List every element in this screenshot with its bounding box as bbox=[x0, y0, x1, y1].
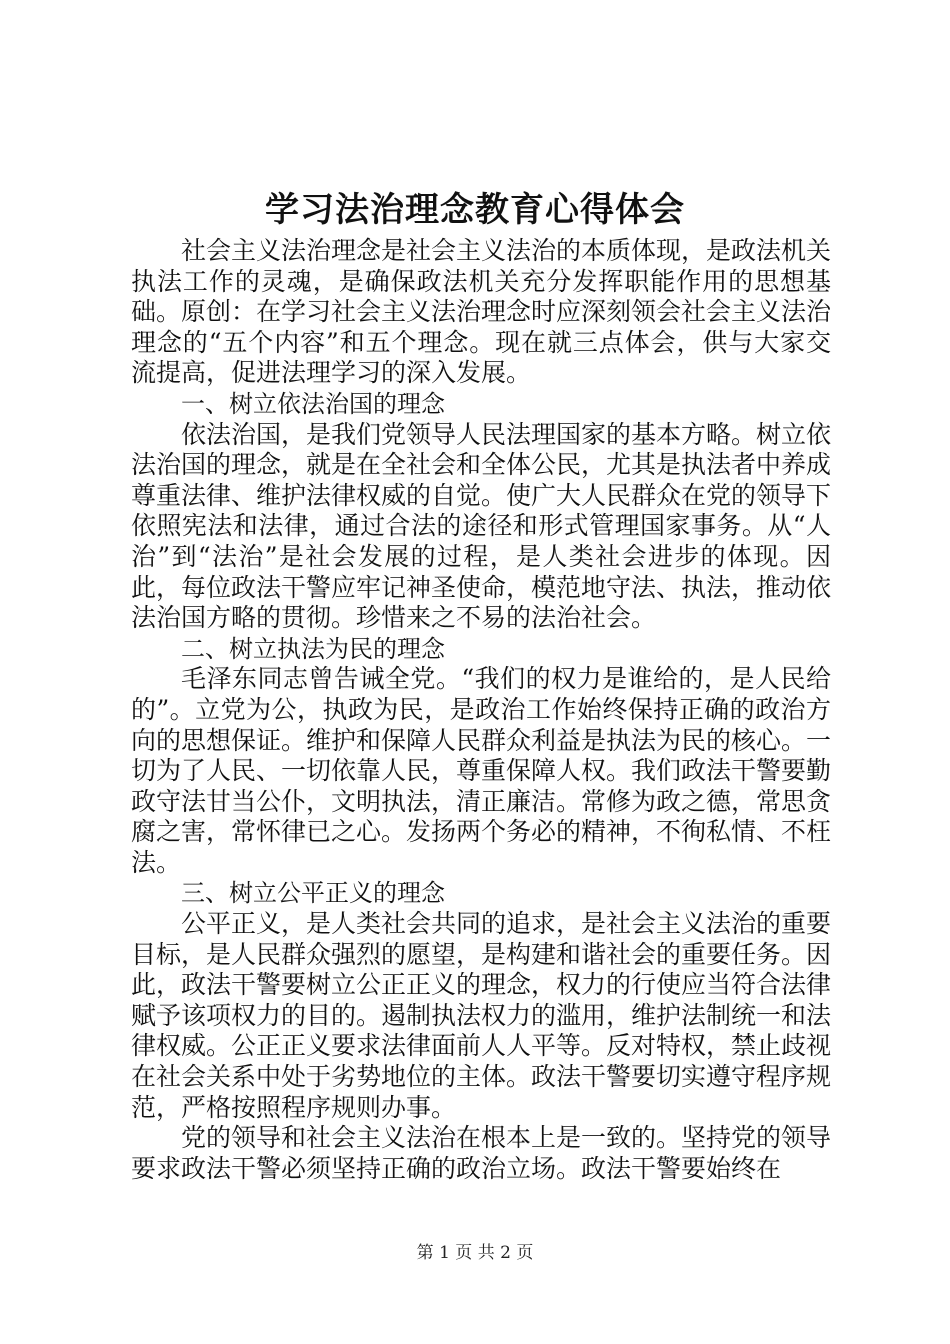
section-paragraph-2: 毛泽东同志曾告诫全党。“我们的权力是谁给的，是人民给的”。立党为公，执政为民，是政治工作始终保持正确的政治方向的思想保证。维护和保障人民群众利益是执法为民的核心。一切为了人民、一切依靠人民，尊重保障人权。我们政法干警要勤政守法甘当公仆，文明执法，清正廉洁。常修为政之德，常思贪腐之害，常怀律已之心。发扬两个务必的精神，不徇私情、不枉法。 bbox=[131, 664, 832, 877]
section-heading-3: 三、树立公平正义的理念 bbox=[181, 879, 445, 908]
intro-paragraph: 社会主义法治理念是社会主义法治的本质体现，是政法机关执法工作的灵魂，是确保政法机关充分发挥职能作用的思想基础。原创：在学习社会主义法治理念时应深刻领会社会主义法治理念的“五个内容”和五个理念。现在就三点体会，供与大家交流提高，促进法理学习的深入发展。 bbox=[131, 236, 832, 388]
section-heading-1: 一、树立依法治国的理念 bbox=[181, 389, 445, 418]
document-title: 学习法治理念教育心得体会 bbox=[265, 190, 685, 230]
section-paragraph-1: 依法治国，是我们党领导人民法理国家的基本方略。树立依法治国的理念，就是在全社会和全体公民，尤其是执法者中养成尊重法律、维护法律权威的自觉。使广大人民群众在党的领导下依照宪法和法律，通过合法的途径和形式管理国家事务。从“人治”到“法治”是社会发展的过程，是人类社会进步的体现。因此，每位政法干警应牢记神圣使命，模范地守法、执法，推动依法治国方略的贯彻。珍惜来之不易的法治社会。 bbox=[131, 419, 832, 633]
closing-paragraph: 党的领导和社会主义法治在根本上是一致的。坚持党的领导要求政法干警必须坚持正确的政治立场。政法干警要始终在 bbox=[131, 1123, 832, 1183]
document-body bbox=[131, 236, 831, 1184]
section-heading-2: 二、树立执法为民的理念 bbox=[181, 634, 445, 663]
section-paragraph-3: 公平正义，是人类社会共同的追求，是社会主义法治的重要目标，是人民群众强烈的愿望，是构建和谐社会的重要任务。因此，政法干警要树立公正正义的理念，权力的行使应当符合法律赋予该项权力的目的。遏制执法权力的滥用，维护法制统一和法律权威。公正正义要求法律面前人人平等。反对特权，禁止歧视在社会关系中处于劣势地位的主体。政法干警要切实遵守程序规范，严格按照程序规则办事。 bbox=[131, 909, 832, 1122]
page-footer: 第 1 页 共 2 页 bbox=[416, 1243, 534, 1263]
